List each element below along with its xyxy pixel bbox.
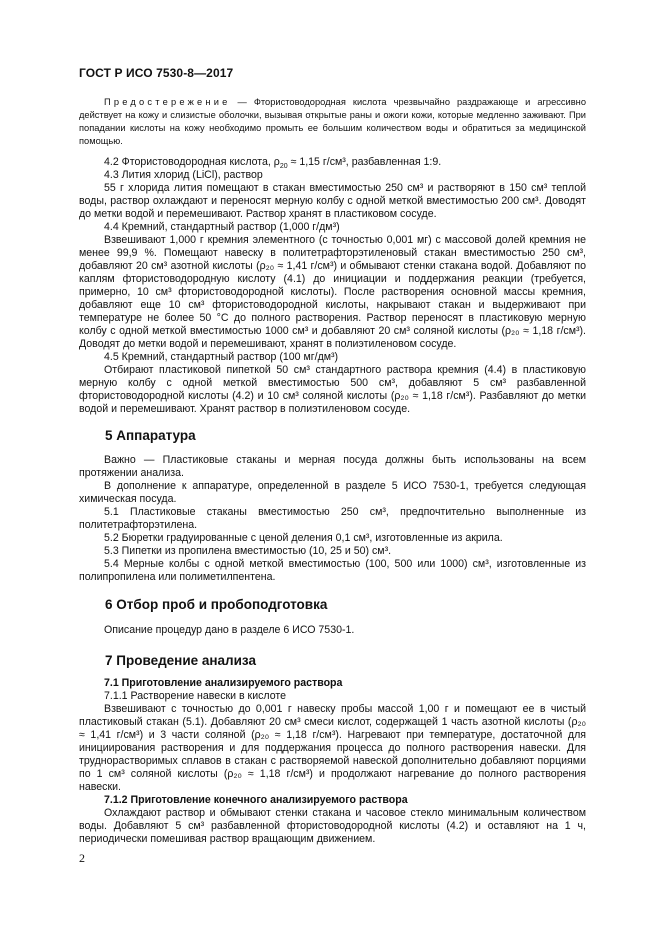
subsection-7-1-1-text: Взвешивают с точностью до 0,001 г навеску пробы массой 1,00 г и помещают ее в чистый пластиковый стакан (5.1). Добавляют 20 см³ смеси кислот, содержащей 1 часть азотной кислоты (ρ₂₀ ≈ 1,41 г/см³) и 3 части соляной (ρ₂₀ ≈ 1,18 г/см³). Нагревают при температуре, достаточной для инициирования растворения и для поддержания процесса до полного растворения навески. Для труднорастворимых сплавов в стакан с растворяемой навеской дополнительно добавляют порциями по 1 см³ соляной кислоты (ρ₂₀ ≈ 1,18 г/см³) и продолжают нагревание до полного растворения навески.: [79, 703, 586, 793]
item-5-4: 5.4 Мерные колбы с одной меткой вместимостью (100, 500 или 1000) см³, изготовленные из полипропилена или полиметилпентена.: [79, 558, 586, 583]
section-5-note: Важно — Пластиковые стаканы и мерная посуда должны быть использованы на всем протяжении анализа.: [79, 454, 586, 479]
reagent-4-2: 4.2 Фтористоводородная кислота, $\rho_{20} \approx 1,15$ г/см³, разбавленная 1:9.: [104, 156, 442, 171]
reagent-4-3-text: 55 г хлорида лития помещают в стакан вместимостью 250 см³ и растворяют в 150 см³ теплой воды, раствор охлаждают и переносят мерную колбу с одной меткой вместимостью 200 см³. Доводят до метки водой и перемешивают. Раствор хранят в пластиковом сосуде.: [79, 182, 586, 220]
reagent-4-5-title: 4.5 Кремний, стандартный раствор (100 мг/дм³): [104, 351, 339, 363]
caution-text: — Фтористоводородная кислота чрезвычайно раздражающе и агрессивно действует на кожу и слизистые оболочки, вызывая открытые раны и ожоги кожи, которые медленно заживают. При попадании кислоты на кожу необходимо промыть ее большим количеством воды и обратиться за медицинской помощью.: [79, 97, 586, 146]
section-7-body: [79, 677, 586, 846]
section-6-title: 6 Отбор проб и пробоподготовка: [105, 597, 328, 612]
item-5-1: 5.1 Пластиковые стаканы вместимостью 250 см³, предпочтительно выполненные из политетрафторэтилена.: [79, 506, 586, 531]
section-7-title: 7 Проведение анализа: [105, 653, 256, 668]
caution-lead: Предостережение: [104, 97, 231, 107]
subsection-7-1-2-text: Охлаждают раствор и обмывают стенки стакана и часовое стекло минимальным количеством воды. Добавляют 5 см³ разбавленной фтористоводородной кислоты (4.2) и оставляют на 1 ч, периодически помешивая раствор вращающим движением.: [79, 807, 586, 845]
subsection-7-1-title: 7.1 Приготовление анализируемого раствора: [104, 677, 343, 689]
reagent-4-4-title: 4.4 Кремний, стандартный раствор (1,000 г/дм³): [104, 221, 340, 233]
section-5-title: 5 Аппаратура: [105, 428, 196, 443]
section-5-body: [79, 454, 586, 584]
item-5-3: 5.3 Пипетки из пропилена вместимостью (10, 25 и 50) см³.: [104, 545, 392, 557]
reagent-4-5-text: Отбирают пластиковой пипеткой 50 см³ стандартного раствора кремния (4.4) в пластиковую мерную колбу с одной меткой вместимостью 500 см³, добавляют 5 см³ разбавленной фтористоводородной кислоты (4.2) и 10 см³ соляной кислоты (ρ₂₀ ≈ 1,18 г/см³). Разбавляют до метки водой и перемешивают. Хранят раствор в полиэтиленовом сосуде.: [79, 364, 586, 415]
section-5-intro: В дополнение к аппаратуре, определенной в разделе 5 ИСО 7530-1, требуется следующая химическая посуда.: [79, 480, 586, 505]
section-6-text: Описание процедур дано в разделе 6 ИСО 7530-1.: [104, 624, 355, 636]
reagent-4-3-title: 4.3 Лития хлорид (LiCl), раствор: [104, 169, 263, 181]
subsection-7-1-2-title: 7.1.2 Приготовление конечного анализируемого раствора: [104, 794, 408, 806]
subsection-7-1-1-title: 7.1.1 Растворение навески в кислоте: [104, 690, 286, 702]
caution-note: [79, 96, 586, 148]
page-number: 2: [79, 851, 85, 865]
reagent-4-4-text: Взвешивают 1,000 г кремния элементного (с точностью 0,001 мг) с массовой долей кремния не менее 99,9 %. Помещают навеску в политетрафторэтиленовый стакан вместимостью 250 см³, добавляют 20 см³ азотной кислоты (ρ₂₀ ≈ 1,41 г/см³) и обмывают стенки стакана водой. Добавляют по каплям фтористоводородную кислоту (4.1) до инициации и поддержания реакции (требуется, примерно, 10 см³ фтористоводородной кислоты). После растворения основной массы кремния, добавляют еще 10 см³ фтористоводородной кислоты, накрывают стакан и выдерживают при температуре не более 50 °С до полного растворения. Раствор переносят в пластиковую мерную колбу с одной меткой вместимостью 1000 см³ и добавляют 20 см³ соляной кислоты (ρ₂₀ ≈ 1,18 г/см³). Доводят до метки водой и перемешивают, хранят в полиэтиленовом сосуде.: [79, 234, 586, 350]
item-5-2: 5.2 Бюретки градуированные с ценой деления 0,1 см³, изготовленные из акрила.: [104, 532, 503, 544]
document-header: ГОСТ Р ИСО 7530-8—2017: [79, 66, 234, 80]
section-6-body: [79, 624, 586, 637]
reagents-block: [79, 156, 586, 416]
